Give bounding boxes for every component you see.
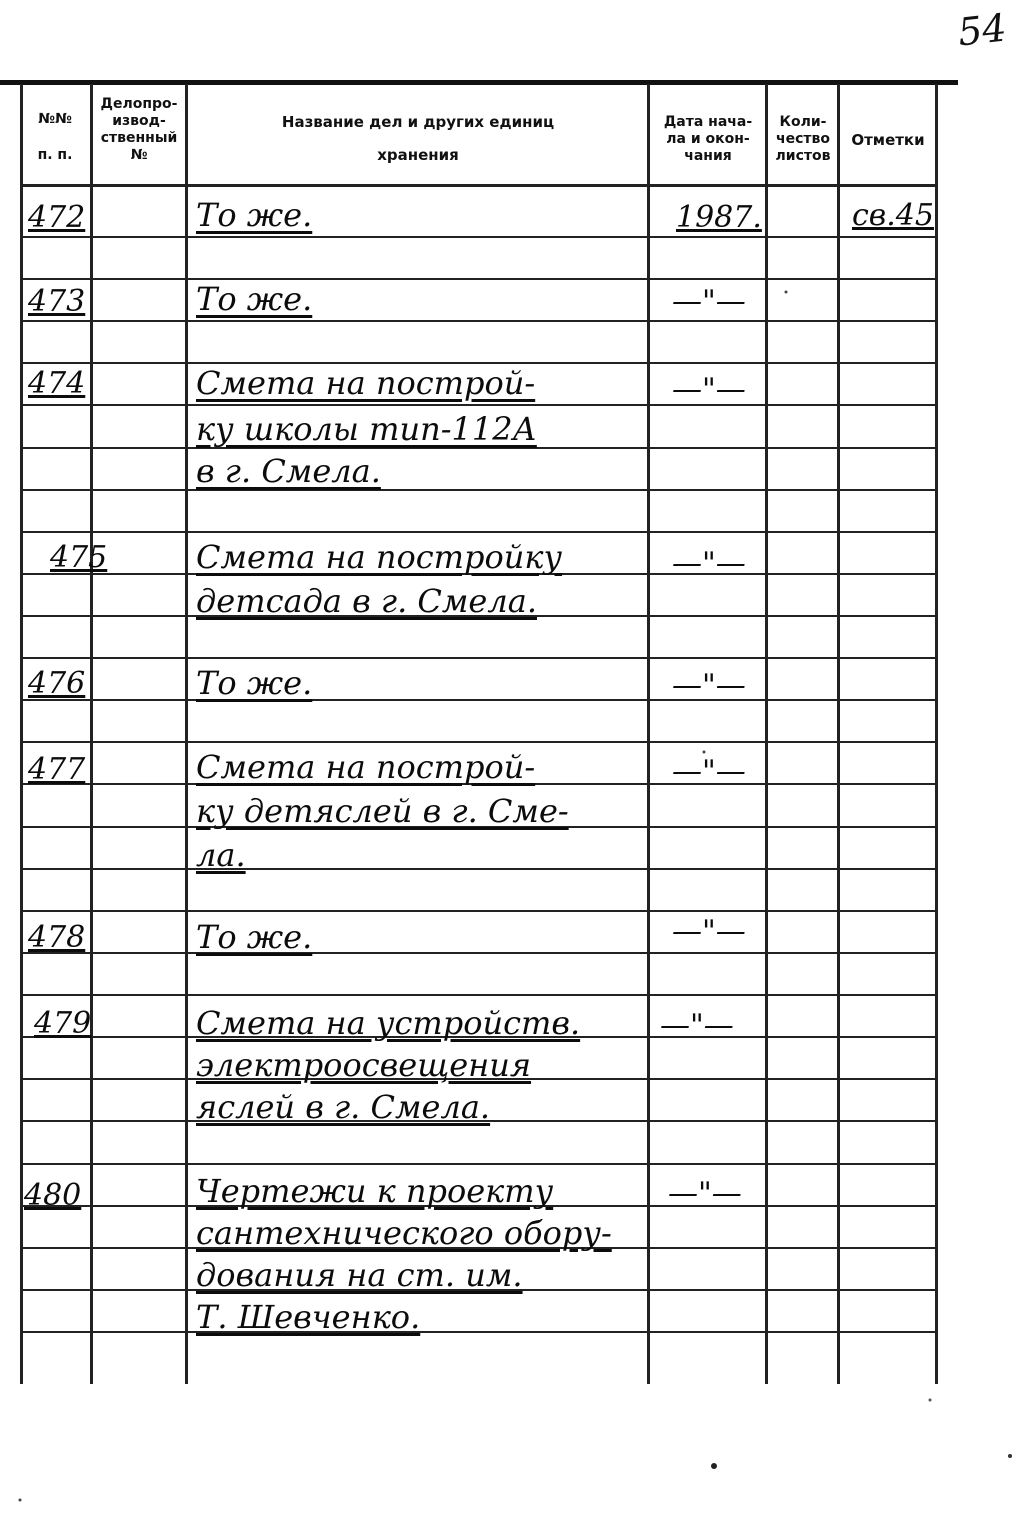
header-col-notes-line: Отметки xyxy=(851,131,925,149)
row-date: —"— xyxy=(668,1176,742,1211)
header-col-count-line: чество xyxy=(776,131,830,147)
row-title-line: То же. xyxy=(196,664,313,702)
row-title-line: Чертежи к проекту xyxy=(196,1172,554,1210)
row-title-line: ку детяслей в г. Сме- xyxy=(196,792,569,830)
row-title-line: Смета на построй- xyxy=(196,364,536,402)
row-number: 477 xyxy=(28,752,86,787)
header-col-title-line: Название дел и других единиц xyxy=(281,113,555,131)
header-col-date-line: Дата нача- xyxy=(663,114,753,130)
row-number: 480 xyxy=(24,1178,82,1213)
row-date: —"— xyxy=(672,546,746,581)
row-title-line: сантехнического обору- xyxy=(196,1214,612,1252)
row-date: —"— xyxy=(672,914,746,949)
row-title-line: ку школы тип-112А xyxy=(196,410,537,448)
row-title-line: яслей в г. Смела. xyxy=(196,1088,491,1126)
header-col-office-line: ственный xyxy=(100,130,178,146)
row-title-line: То же. xyxy=(196,196,313,234)
row-title-line: Смета на устройств. xyxy=(196,1004,581,1042)
header-col-office-line: извод- xyxy=(112,113,166,129)
row-date: —"— xyxy=(672,284,746,319)
row-title-line: дования на ст. им. xyxy=(196,1256,523,1294)
row-date: —"— xyxy=(660,1008,734,1043)
header-col-num-line: №№ xyxy=(38,111,72,127)
row-title-line: То же. xyxy=(196,918,313,956)
header-col-title-line: хранения xyxy=(377,146,459,164)
row-notes: св.45 xyxy=(852,198,934,233)
header-col-num-line: п. п. xyxy=(37,147,73,163)
row-number: 474 xyxy=(28,366,86,401)
row-title-line: Смета на постройку xyxy=(196,538,563,576)
header-col-office-line: Делопро- xyxy=(100,96,178,112)
header-col-count-line: Коли- xyxy=(779,114,827,130)
header-col-count-line: листов xyxy=(775,148,831,164)
row-number: 472 xyxy=(28,200,86,235)
row-number: 476 xyxy=(28,666,86,701)
page-number: 54 xyxy=(955,5,1009,55)
header-col-date-line: ла и окон- xyxy=(666,131,750,147)
row-date: 1987. xyxy=(676,200,762,235)
row-number: 479 xyxy=(34,1006,92,1041)
header-col-office-line: № xyxy=(130,147,148,163)
row-title-line: Смета на построй- xyxy=(196,748,536,786)
row-number: 475 xyxy=(50,540,108,575)
row-title-line: Т. Шевченко. xyxy=(196,1298,421,1336)
row-title-line: в г. Смела. xyxy=(196,452,381,490)
row-number: 478 xyxy=(28,920,86,955)
header-col-date-line: чания xyxy=(684,148,732,164)
row-date: —"— xyxy=(672,372,746,407)
row-title-line: детсада в г. Смела. xyxy=(196,582,537,620)
row-date: —"— xyxy=(672,754,746,789)
row-number: 473 xyxy=(28,284,86,319)
row-title-line: ла. xyxy=(196,836,246,874)
row-title-line: То же. xyxy=(196,280,313,318)
row-title-line: электроосвещения xyxy=(196,1046,532,1084)
row-date: —"— xyxy=(672,668,746,703)
